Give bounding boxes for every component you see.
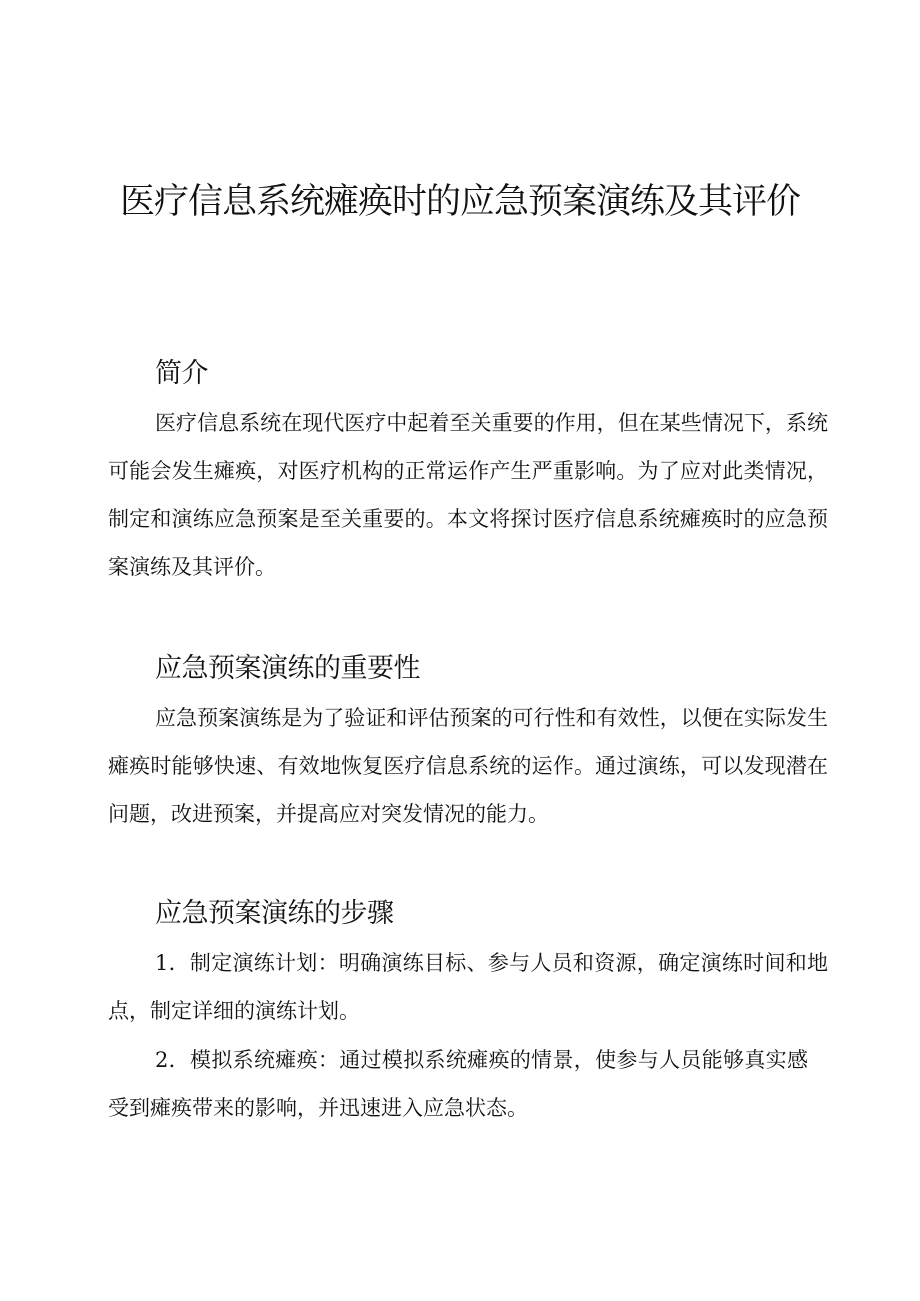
paragraph-importance: 应急预案演练是为了验证和评估预案的可行性和有效性，以便在实际发生瘫痪时能够快速、有效地恢复医疗信息系统的运作。通过演练，可以发现潜在问题，改进预案，并提高应对突发情况的能力。 xyxy=(108,706,828,826)
section-heading-steps: 应急预案演练的步骤 xyxy=(155,898,394,929)
paragraph-intro: 医疗信息系统在现代医疗中起着至关重要的作用，但在某些情况下，系统可能会发生瘫痪，对医疗机构的正常运作产生严重影响。为了应对此类情况，制定和演练应急预案是至关重要的。本文将探讨医疗信息系统瘫痪时的应急预案演练及其评价。 xyxy=(108,411,828,579)
paragraph-step-1: 1．制定演练计划：明确演练目标、参与人员和资源，确定演练时间和地点，制定详细的演练计划。 xyxy=(108,951,828,1023)
section-heading-importance: 应急预案演练的重要性 xyxy=(155,653,420,684)
document-title: 医疗信息系统瘫痪时的应急预案演练及其评价 xyxy=(119,182,800,222)
section-heading-intro: 简介 xyxy=(155,358,208,389)
paragraph-step-2: 2．模拟系统瘫痪：通过模拟系统瘫痪的情景，使参与人员能够真实感受到瘫痪带来的影响，并迅速进入应急状态。 xyxy=(108,1048,808,1120)
